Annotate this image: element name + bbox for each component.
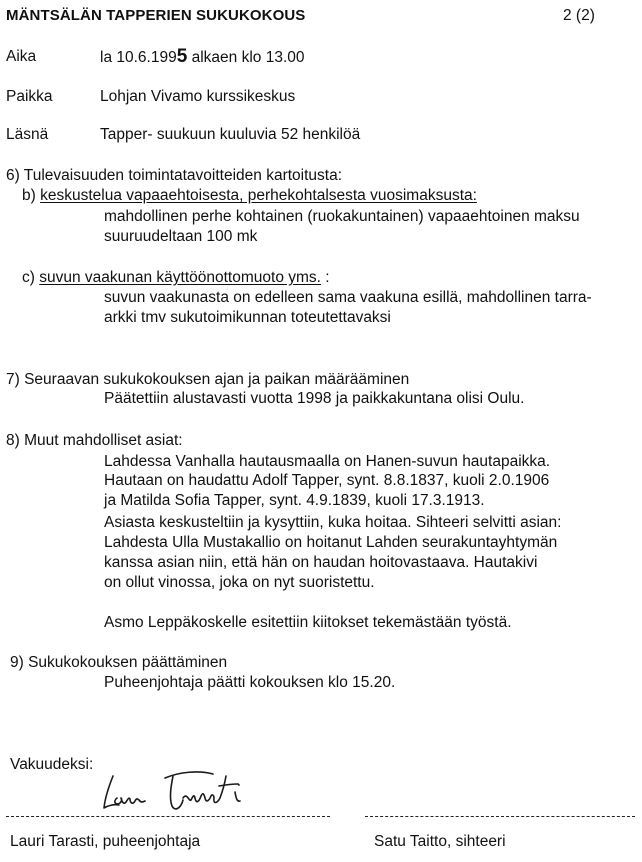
item9-heading: 9) Sukukokouksen päättäminen [10,654,228,671]
page-number: 2 (2) [563,7,595,24]
item6-c-line2: arkki tmv sukutoimikunnan toteutettavaksi [104,309,391,326]
signatures-label: Vakuudeksi: [10,756,94,773]
item8-line4: Asiasta keskusteltiin ja kysyttiin, kuka hoitaa. Sihteeri selvitti asian: [104,514,562,531]
item7-heading: 7) Seuraavan sukukokouksen ajan ja paikan määrääminen [6,371,410,388]
item6-b-line1: mahdollinen perhe kohtainen (ruokakuntainen) vapaaehtoinen maksu [104,208,580,225]
item8-line8: Asmo Leppäkoskelle esitettiin kiitokset tekemästään työstä. [104,614,512,631]
item8-line3: ja Matilda Sofia Tapper, synt. 4.9.1839, kuoli 17.3.1913. [104,492,485,509]
secretary-signature-line [365,816,635,817]
item6-c-prefix: c) [22,269,40,286]
time-value-a: la 10.6.199 [100,49,177,66]
item7-line1: Päätettiin alustavasti vuotta 1998 ja paikkakuntana olisi Oulu. [104,390,525,407]
item8-line2: Hautaan on haudattu Adolf Tapper, synt. 8.8.1837, kuoli 2.0.1906 [104,472,550,489]
item8-line6: kanssa asian niin, että hän on haudan hoitovastaava. Hautakivi [104,554,538,571]
place-value: Lohjan Vivamo kurssikeskus [100,88,296,105]
chair-signature-line [6,816,330,817]
time-value [100,47,305,68]
secretary-name: Satu Taitto, sihteeri [374,833,506,850]
item6-b-prefix: b) [22,187,41,204]
item6-c-heading: suvun vaakunan käyttöönottomuoto yms. [39,269,321,286]
item8-line5: Lahdesta Ulla Mustakallio on hoitanut Lahden seurakuntayhtymän [104,534,558,551]
item8-line1: Lahdessa Vanhalla hautausmaalla on Hanen-suvun hautapaikka. [104,453,551,470]
chair-name: Lauri Tarasti, puheenjohtaja [10,833,201,850]
item6-c-heading-row [22,268,330,288]
item8-line7: on ollut vinossa, joka on nyt suoristettu. [104,574,375,591]
item6-b-heading: keskustelua vapaaehtoisesta, perhekohtalsesta vuosimaksusta: [40,187,477,204]
document-title: MÄNTSÄLÄN TAPPERIEN SUKUKOKOUS [6,7,306,24]
item9-line1: Puheenjohtaja päätti kokouksen klo 15.20. [104,674,396,691]
place-label: Paikka [6,88,53,105]
item6-b-line2: suuruudeltaan 100 mk [104,228,258,245]
time-value-c: alkaen klo 13.00 [187,49,305,66]
chair-handwritten-signature [95,768,265,818]
item6-c-line1: suvun vaakunasta on edelleen sama vaakuna esillä, mahdollinen tarra- [104,289,592,306]
item8-heading: 8) Muut mahdolliset asiat: [6,432,183,449]
time-label: Aika [6,48,37,65]
item6-c-suffix: : [320,269,330,286]
present-value: Tapper- suukuun kuuluvia 52 henkilöä [100,126,361,143]
item6-heading: 6) Tulevaisuuden toimintatavoitteiden kartoitusta: [6,167,343,184]
present-label: Läsnä [6,126,49,143]
item6-b-heading-row [22,186,477,206]
time-value-overwritten-digit: 5 [176,46,188,67]
